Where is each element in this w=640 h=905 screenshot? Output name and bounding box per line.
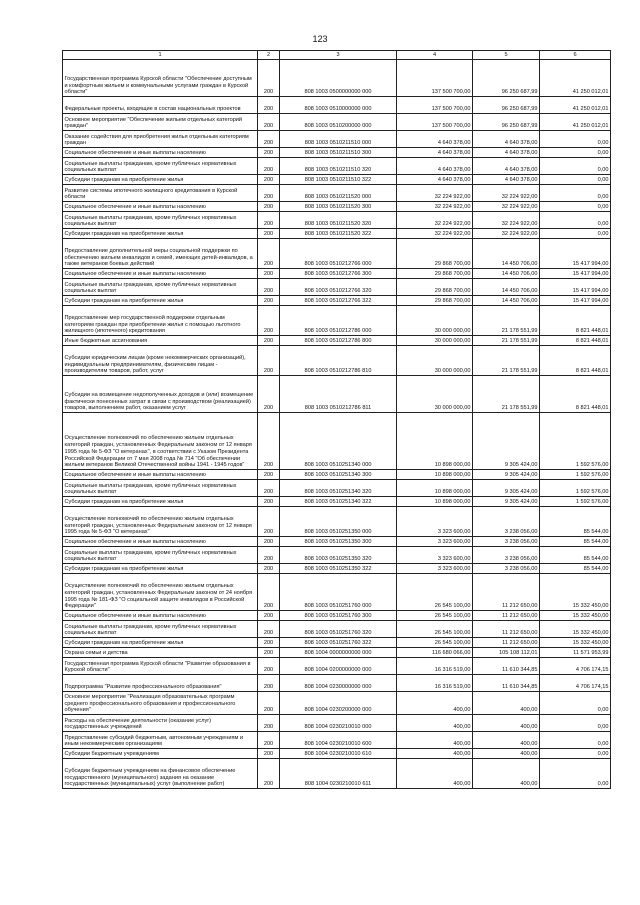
cell-admin: 200: [258, 336, 280, 346]
cell-v1: 116 680 066,00: [397, 648, 473, 658]
cell-v1: 4 640 378,00: [397, 148, 473, 158]
cell-admin: 200: [258, 346, 280, 376]
cell-v2: 3 238 056,00: [473, 537, 540, 547]
cell-code: 808 1003 0510211520 322: [280, 229, 397, 239]
cell-v1: 137 500 700,00: [397, 114, 473, 131]
cell-v3: 15 417 994,00: [540, 279, 611, 296]
cell-v3: 85 544,00: [540, 507, 611, 537]
cell-code: 808 1003 0510000000 000: [280, 97, 397, 114]
table-row: [63, 564, 611, 574]
cell-v3: 0,00: [540, 148, 611, 158]
cell-name: Предоставление субсидий бюджетным, автономным учреждениям и иным некоммерческим организациям: [63, 732, 258, 749]
cell-v1: 3 323 600,00: [397, 507, 473, 537]
cell-v2: 4 640 378,00: [473, 175, 540, 185]
cell-admin: 200: [258, 715, 280, 732]
cell-admin: 200: [258, 759, 280, 789]
cell-admin: 200: [258, 638, 280, 648]
cell-v1: 4 640 378,00: [397, 131, 473, 148]
cell-v3: 1 592 576,00: [540, 470, 611, 480]
cell-name: Социальное обеспечение и иные выплаты населению: [63, 537, 258, 547]
cell-admin: 200: [258, 114, 280, 131]
cell-v3: 85 544,00: [540, 564, 611, 574]
cell-name: Социальное обеспечение и иные выплаты населению: [63, 470, 258, 480]
cell-code: 808 1003 0510212766 300: [280, 269, 397, 279]
cell-code: 808 1003 0510251340 322: [280, 497, 397, 507]
cell-v1: 10 898 000,00: [397, 470, 473, 480]
table-row: [63, 480, 611, 497]
table-row: [63, 306, 611, 336]
cell-admin: 200: [258, 158, 280, 175]
table-row: [63, 185, 611, 202]
cell-v2: 9 305 424,00: [473, 470, 540, 480]
cell-name: Социальное обеспечение и иные выплаты населению: [63, 148, 258, 158]
cell-admin: 200: [258, 574, 280, 611]
cell-v1: 3 323 600,00: [397, 547, 473, 564]
cell-code: 808 1004 0230200000 000: [280, 692, 397, 715]
cell-name: Иные бюджетные ассигнования: [63, 336, 258, 346]
cell-code: 808 1003 0510200000 000: [280, 114, 397, 131]
cell-v3: 8 821 448,01: [540, 306, 611, 336]
table-row: [63, 202, 611, 212]
cell-code: 808 1004 0230210010 610: [280, 749, 397, 759]
column-number-row: [63, 51, 611, 60]
cell-v2: 11 212 650,00: [473, 574, 540, 611]
cell-v3: 85 544,00: [540, 537, 611, 547]
cell-v2: 3 238 056,00: [473, 507, 540, 537]
cell-code: 808 1004 0230000000 000: [280, 675, 397, 692]
cell-code: 808 1003 0510211520 000: [280, 185, 397, 202]
cell-admin: 200: [258, 239, 280, 269]
cell-name: Социальные выплаты гражданам, кроме публичных нормативных социальных выплат: [63, 212, 258, 229]
cell-v1: 400,00: [397, 692, 473, 715]
cell-v2: 3 238 056,00: [473, 547, 540, 564]
cell-v3: 0,00: [540, 759, 611, 789]
cell-v2: 400,00: [473, 759, 540, 789]
cell-v1: 30 000 000,00: [397, 376, 473, 413]
cell-name: Субсидии гражданам на приобретение жилья: [63, 497, 258, 507]
cell-v2: 9 305 424,00: [473, 413, 540, 470]
cell-v1: 3 323 600,00: [397, 537, 473, 547]
cell-name: Субсидии гражданам на приобретение жилья: [63, 229, 258, 239]
cell-name: Субсидии бюджетным учреждениям: [63, 749, 258, 759]
cell-name: Осуществление полномочий по обеспечению жильем отдельных категорий граждан, установленных Федеральным законом от 12 января 1995 года № 5-ФЗ "О ветеранах", в соответствии с Указом Президента Российской Федерации от 7 мая 2008 года № 714 "Об обеспечении жильем ветеранов Великой Отечественной войны 1941 - 1945 годов": [63, 413, 258, 470]
cell-admin: 200: [258, 185, 280, 202]
cell-name: Социальное обеспечение и иные выплаты населению: [63, 269, 258, 279]
cell-v2: 3 238 056,00: [473, 564, 540, 574]
cell-v2: 11 212 650,00: [473, 611, 540, 621]
cell-v2: 14 450 706,00: [473, 296, 540, 306]
cell-v2: 9 305 424,00: [473, 497, 540, 507]
cell-admin: 200: [258, 497, 280, 507]
cell-code: 808 1004 0230210010 000: [280, 715, 397, 732]
table-row: [63, 507, 611, 537]
cell-admin: 200: [258, 131, 280, 148]
cell-name: Осуществление полномочий по обеспечению жильем отдельных категорий граждан, установленных Федеральным законом от 12 января 1995 года № 5-ФЗ "О ветеранах": [63, 507, 258, 537]
cell-v3: 0,00: [540, 715, 611, 732]
cell-v1: 400,00: [397, 715, 473, 732]
cell-v1: 16 316 519,00: [397, 675, 473, 692]
cell-v3: 11 571 953,99: [540, 648, 611, 658]
table-row: [63, 296, 611, 306]
cell-code: 808 1003 0510211520 300: [280, 202, 397, 212]
cell-code: 808 1003 0510211510 300: [280, 148, 397, 158]
cell-code: 808 1003 0510212766 320: [280, 279, 397, 296]
cell-admin: 200: [258, 611, 280, 621]
table-row: [63, 413, 611, 470]
cell-admin: 200: [258, 279, 280, 296]
cell-v3: 4 706 174,15: [540, 658, 611, 675]
table-row: [63, 497, 611, 507]
table-row: [63, 376, 611, 413]
cell-admin: 200: [258, 692, 280, 715]
cell-name: Социальное обеспечение и иные выплаты населению: [63, 202, 258, 212]
cell-name: Предоставление мер государственной поддержки отдельным категориям граждан при приобретении жилья с помощью льготного жилищного (ипотечного) кредитования: [63, 306, 258, 336]
cell-code: 808 1003 0510251340 300: [280, 470, 397, 480]
cell-admin: 200: [258, 413, 280, 470]
cell-v3: 15 417 994,00: [540, 239, 611, 269]
cell-v2: 11 610 344,85: [473, 658, 540, 675]
cell-v3: 85 544,00: [540, 547, 611, 564]
cell-v1: 3 323 600,00: [397, 564, 473, 574]
cell-name: Субсидии на возмещение недополученных доходов и (или) возмещение фактически понесенных затрат в связи с производством (реализацией) товаров, выполнением работ, оказанием услуг: [63, 376, 258, 413]
cell-v3: 0,00: [540, 158, 611, 175]
cell-v3: 1 592 576,00: [540, 480, 611, 497]
cell-name: Государственная программа Курской области "Развитие образования в Курской области": [63, 658, 258, 675]
cell-v2: 21 178 551,99: [473, 376, 540, 413]
cell-v3: 1 592 576,00: [540, 413, 611, 470]
cell-code: 808 1003 0510212766 322: [280, 296, 397, 306]
cell-v2: 4 640 378,00: [473, 158, 540, 175]
cell-v3: 41 250 012,01: [540, 97, 611, 114]
cell-v2: 400,00: [473, 749, 540, 759]
cell-v2: 21 178 551,99: [473, 306, 540, 336]
column-header: 3: [280, 51, 397, 60]
table-row: [63, 611, 611, 621]
cell-name: Субсидии бюджетным учреждениям на финансовое обеспечение государственного (муниципального) задания на оказание государственных (муниципальных) услуг (выполнение работ): [63, 759, 258, 789]
cell-v1: 10 898 000,00: [397, 480, 473, 497]
cell-v1: 26 545 100,00: [397, 638, 473, 648]
cell-v1: 32 224 922,00: [397, 185, 473, 202]
cell-name: Социальные выплаты гражданам, кроме публичных нормативных социальных выплат: [63, 547, 258, 564]
cell-name: Основное мероприятие "Обеспечение жильем отдельных категорий граждан": [63, 114, 258, 131]
table-row: [63, 537, 611, 547]
cell-code: 808 1003 0510251340 320: [280, 480, 397, 497]
cell-v1: 29 868 700,00: [397, 269, 473, 279]
cell-v2: 21 178 551,99: [473, 346, 540, 376]
cell-v2: 14 450 706,00: [473, 279, 540, 296]
cell-v1: 26 545 100,00: [397, 621, 473, 638]
cell-code: 808 1003 0510212786 000: [280, 306, 397, 336]
cell-v3: 8 821 448,01: [540, 346, 611, 376]
cell-v2: 21 178 551,99: [473, 336, 540, 346]
cell-v1: 32 224 922,00: [397, 229, 473, 239]
cell-code: 808 1003 0510251340 000: [280, 413, 397, 470]
cell-v3: 0,00: [540, 732, 611, 749]
cell-admin: 200: [258, 507, 280, 537]
cell-v3: 15 332 450,00: [540, 638, 611, 648]
cell-v3: 0,00: [540, 229, 611, 239]
table-row: [63, 732, 611, 749]
cell-code: 808 1003 0510251350 320: [280, 547, 397, 564]
cell-admin: 200: [258, 537, 280, 547]
cell-admin: 200: [258, 648, 280, 658]
cell-v3: 1 592 576,00: [540, 497, 611, 507]
cell-v1: 400,00: [397, 732, 473, 749]
cell-admin: 200: [258, 547, 280, 564]
cell-name: Субсидии гражданам на приобретение жилья: [63, 564, 258, 574]
cell-v2: 400,00: [473, 715, 540, 732]
cell-v1: 32 224 922,00: [397, 202, 473, 212]
table-row: [63, 212, 611, 229]
cell-v3: 15 332 450,00: [540, 574, 611, 611]
cell-name: Субсидии гражданам на приобретение жилья: [63, 175, 258, 185]
cell-v2: 9 305 424,00: [473, 480, 540, 497]
cell-v3: 41 250 012,01: [540, 60, 611, 97]
cell-v3: 0,00: [540, 175, 611, 185]
cell-name: Расходы на обеспечение деятельности (оказание услуг) государственных учреждений: [63, 715, 258, 732]
cell-admin: 200: [258, 749, 280, 759]
cell-name: Федеральные проекты, входящие в состав национальных проектов: [63, 97, 258, 114]
cell-v1: 26 545 100,00: [397, 611, 473, 621]
cell-admin: 200: [258, 229, 280, 239]
cell-v3: 0,00: [540, 692, 611, 715]
budget-table: [62, 50, 611, 789]
table-row: [63, 114, 611, 131]
cell-code: 808 1003 0510211510 000: [280, 131, 397, 148]
cell-code: 808 1003 0510211510 320: [280, 158, 397, 175]
cell-v1: 29 868 700,00: [397, 296, 473, 306]
cell-v2: 4 640 378,00: [473, 148, 540, 158]
cell-name: Социальное обеспечение и иные выплаты населению: [63, 611, 258, 621]
cell-v3: 8 821 448,01: [540, 376, 611, 413]
cell-v1: 30 000 000,00: [397, 306, 473, 336]
table-row: [63, 279, 611, 296]
cell-v2: 11 212 650,00: [473, 638, 540, 648]
cell-admin: 200: [258, 175, 280, 185]
cell-v2: 105 108 112,01: [473, 648, 540, 658]
cell-v2: 11 212 650,00: [473, 621, 540, 638]
cell-name: Социальные выплаты гражданам, кроме публичных нормативных социальных выплат: [63, 279, 258, 296]
cell-name: Предоставление дополнительной меры социальной поддержки по обеспечению жильем инвалидов и семей, имеющих детей-инвалидов, а также ветеранов боевых действий: [63, 239, 258, 269]
cell-v2: 4 640 378,00: [473, 131, 540, 148]
cell-v3: 4 706 174,15: [540, 675, 611, 692]
table-row: [63, 97, 611, 114]
cell-v2: 32 224 922,00: [473, 229, 540, 239]
cell-admin: 200: [258, 148, 280, 158]
table-row: [63, 470, 611, 480]
cell-code: 808 1004 0230210010 611: [280, 759, 397, 789]
table-row: [63, 60, 611, 97]
table-row: [63, 148, 611, 158]
table-row: [63, 675, 611, 692]
cell-v1: 137 500 700,00: [397, 60, 473, 97]
table-row: [63, 346, 611, 376]
column-header: 1: [63, 51, 258, 60]
cell-v1: 29 868 700,00: [397, 279, 473, 296]
cell-name: Субсидии юридическим лицам (кроме некоммерческих организаций), индивидуальным предпринимателям, физическим лицам - производителям товаров, работ, услуг: [63, 346, 258, 376]
cell-code: 808 1003 0510251350 322: [280, 564, 397, 574]
cell-code: 808 1004 0000000000 000: [280, 648, 397, 658]
cell-admin: 200: [258, 269, 280, 279]
cell-code: 808 1003 0510251350 300: [280, 537, 397, 547]
cell-v1: 16 316 519,00: [397, 658, 473, 675]
cell-admin: 200: [258, 60, 280, 97]
cell-code: 808 1003 0500000000 000: [280, 60, 397, 97]
column-header: 4: [397, 51, 473, 60]
cell-v2: 96 250 687,99: [473, 114, 540, 131]
column-header: 6: [540, 51, 611, 60]
cell-code: 808 1003 0510211510 322: [280, 175, 397, 185]
cell-admin: 200: [258, 732, 280, 749]
cell-name: Подпрограмма "Развитие профессионального образования": [63, 675, 258, 692]
cell-name: Субсидии гражданам на приобретение жилья: [63, 638, 258, 648]
cell-v2: 14 450 706,00: [473, 269, 540, 279]
table-row: [63, 658, 611, 675]
cell-v3: 15 417 994,00: [540, 269, 611, 279]
table-row: [63, 131, 611, 148]
table-row: [63, 574, 611, 611]
cell-admin: 200: [258, 306, 280, 336]
cell-v1: 30 000 000,00: [397, 336, 473, 346]
table-row: [63, 638, 611, 648]
page-number: 123: [312, 34, 328, 44]
table-row: [63, 759, 611, 789]
cell-v1: 4 640 378,00: [397, 175, 473, 185]
cell-code: 808 1004 0230210010 600: [280, 732, 397, 749]
table-row: [63, 621, 611, 638]
cell-name: Осуществление полномочий по обеспечению жильем отдельных категорий граждан, установленных Федеральным законом от 24 ноября 1995 года № 181-ФЗ "О социальной защите инвалидов в Российской Федерации": [63, 574, 258, 611]
cell-code: 808 1003 0510212786 800: [280, 336, 397, 346]
cell-code: 808 1003 0510251760 000: [280, 574, 397, 611]
cell-v2: 400,00: [473, 732, 540, 749]
cell-name: Социальные выплаты гражданам, кроме публичных нормативных социальных выплат: [63, 480, 258, 497]
cell-v1: 10 898 000,00: [397, 497, 473, 507]
column-header: 5: [473, 51, 540, 60]
cell-admin: 200: [258, 480, 280, 497]
table-row: [63, 239, 611, 269]
cell-code: 808 1004 0200000000 000: [280, 658, 397, 675]
table-row: [63, 749, 611, 759]
table-row: [63, 692, 611, 715]
cell-admin: 200: [258, 376, 280, 413]
cell-code: 808 1003 0510212786 810: [280, 346, 397, 376]
cell-v3: 15 417 994,00: [540, 296, 611, 306]
cell-v3: 0,00: [540, 131, 611, 148]
cell-name: Социальные выплаты гражданам, кроме публичных нормативных социальных выплат: [63, 158, 258, 175]
cell-v3: 8 821 448,01: [540, 336, 611, 346]
cell-v2: 400,00: [473, 692, 540, 715]
table-row: [63, 269, 611, 279]
cell-code: 808 1003 0510251760 320: [280, 621, 397, 638]
cell-admin: 200: [258, 296, 280, 306]
cell-admin: 200: [258, 97, 280, 114]
cell-admin: 200: [258, 470, 280, 480]
cell-v1: 400,00: [397, 749, 473, 759]
table-row: [63, 336, 611, 346]
cell-code: 808 1003 0510251760 300: [280, 611, 397, 621]
cell-name: Оказание содействия для приобретения жилья отдельным категориям граждан: [63, 131, 258, 148]
table-row: [63, 229, 611, 239]
table-row: [63, 715, 611, 732]
cell-code: 808 1003 0510212786 811: [280, 376, 397, 413]
cell-v3: 0,00: [540, 749, 611, 759]
cell-v2: 32 224 922,00: [473, 202, 540, 212]
table-row: [63, 547, 611, 564]
cell-name: Государственная программа Курской области "Обеспечение доступным и комфортным жильем и коммунальными услугами граждан в Курской области": [63, 60, 258, 97]
cell-name: Основное мероприятие "Реализация образовательных программ среднего профессионального образования и профессионального обучения": [63, 692, 258, 715]
cell-v2: 32 224 922,00: [473, 185, 540, 202]
cell-name: Субсидии гражданам на приобретение жилья: [63, 296, 258, 306]
cell-v1: 4 640 378,00: [397, 158, 473, 175]
cell-v2: 14 450 706,00: [473, 239, 540, 269]
cell-admin: 200: [258, 658, 280, 675]
cell-admin: 200: [258, 675, 280, 692]
cell-v1: 10 898 000,00: [397, 413, 473, 470]
table-row: [63, 648, 611, 658]
cell-admin: 200: [258, 202, 280, 212]
cell-v1: 29 868 700,00: [397, 239, 473, 269]
table-row: [63, 175, 611, 185]
cell-admin: 200: [258, 621, 280, 638]
cell-code: 808 1003 0510251350 000: [280, 507, 397, 537]
cell-v3: 0,00: [540, 202, 611, 212]
cell-v3: 0,00: [540, 212, 611, 229]
cell-v2: 96 250 687,99: [473, 60, 540, 97]
cell-admin: 200: [258, 212, 280, 229]
cell-v3: 15 332 450,00: [540, 611, 611, 621]
cell-code: 808 1003 0510251760 322: [280, 638, 397, 648]
cell-v3: 41 250 012,01: [540, 114, 611, 131]
cell-v3: 0,00: [540, 185, 611, 202]
cell-v1: 32 224 922,00: [397, 212, 473, 229]
table-row: [63, 158, 611, 175]
cell-name: Охрана семьи и детства: [63, 648, 258, 658]
cell-v1: 400,00: [397, 759, 473, 789]
cell-admin: 200: [258, 564, 280, 574]
cell-v1: 26 545 100,00: [397, 574, 473, 611]
cell-code: 808 1003 0510212766 000: [280, 239, 397, 269]
cell-code: 808 1003 0510211520 320: [280, 212, 397, 229]
column-header: 2: [258, 51, 280, 60]
cell-v2: 96 250 687,99: [473, 97, 540, 114]
cell-v1: 30 000 000,00: [397, 346, 473, 376]
cell-v2: 32 224 922,00: [473, 212, 540, 229]
cell-v3: 15 332 450,00: [540, 621, 611, 638]
cell-v1: 137 500 700,00: [397, 97, 473, 114]
cell-name: Социальные выплаты гражданам, кроме публичных нормативных социальных выплат: [63, 621, 258, 638]
cell-name: Развитие системы ипотечного жилищного кредитования в Курской области: [63, 185, 258, 202]
cell-v2: 11 610 344,85: [473, 675, 540, 692]
